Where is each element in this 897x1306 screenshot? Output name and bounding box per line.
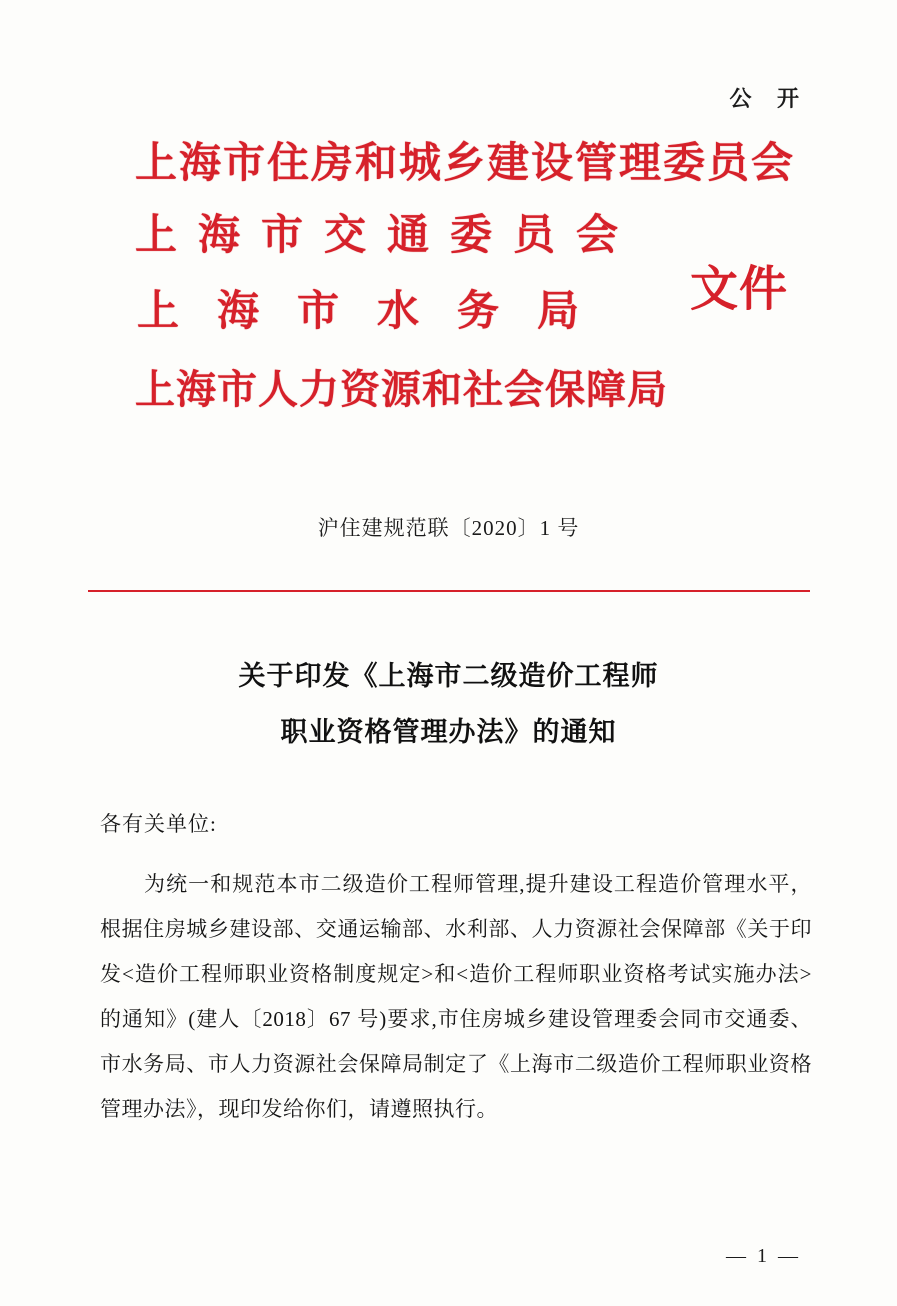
red-divider-rule xyxy=(88,590,810,592)
salutation: 各有关单位: xyxy=(100,812,217,836)
masthead-line-3: 上海市水务局 xyxy=(137,289,618,335)
page-title-line-1: 关于印发《上海市二级造价工程师 xyxy=(238,661,659,691)
masthead-line-1: 上海市住房和城乡建设管理委员会 xyxy=(135,141,796,187)
masthead-document-word: 文件 xyxy=(690,263,789,316)
page-title-line-2: 职业资格管理办法》的通知 xyxy=(280,717,617,747)
masthead-line-2: 上海市交通委员会 xyxy=(135,213,640,259)
body-paragraph: 为统一和规范本市二级造价工程师管理,提升建设工程造价管理水平，根据住房城乡建设部、交通运输部、水利部、人力资源社会保障部《关于印发<造价工程师职业资格制度规定>和<造价工程师职业资格考试实施办法>的通知》(建人〔2018〕67 号)要求,市住房城乡建设管理委会同市交通委、市水务局、市人力资源社会保障局制定了《上海市二级造价工程师职业资格管理办法》，现印发给你们，请遵照执行。 xyxy=(100,872,812,1121)
document-number: 沪住建规范联〔2020〕1 号 xyxy=(317,516,580,540)
classification-mark: 公 开 xyxy=(729,86,809,111)
page-number: — 1 — xyxy=(726,1245,801,1267)
page-title xyxy=(0,648,897,760)
masthead xyxy=(0,130,897,470)
masthead-line-4: 上海市人力资源和社会保障局 xyxy=(135,367,668,412)
